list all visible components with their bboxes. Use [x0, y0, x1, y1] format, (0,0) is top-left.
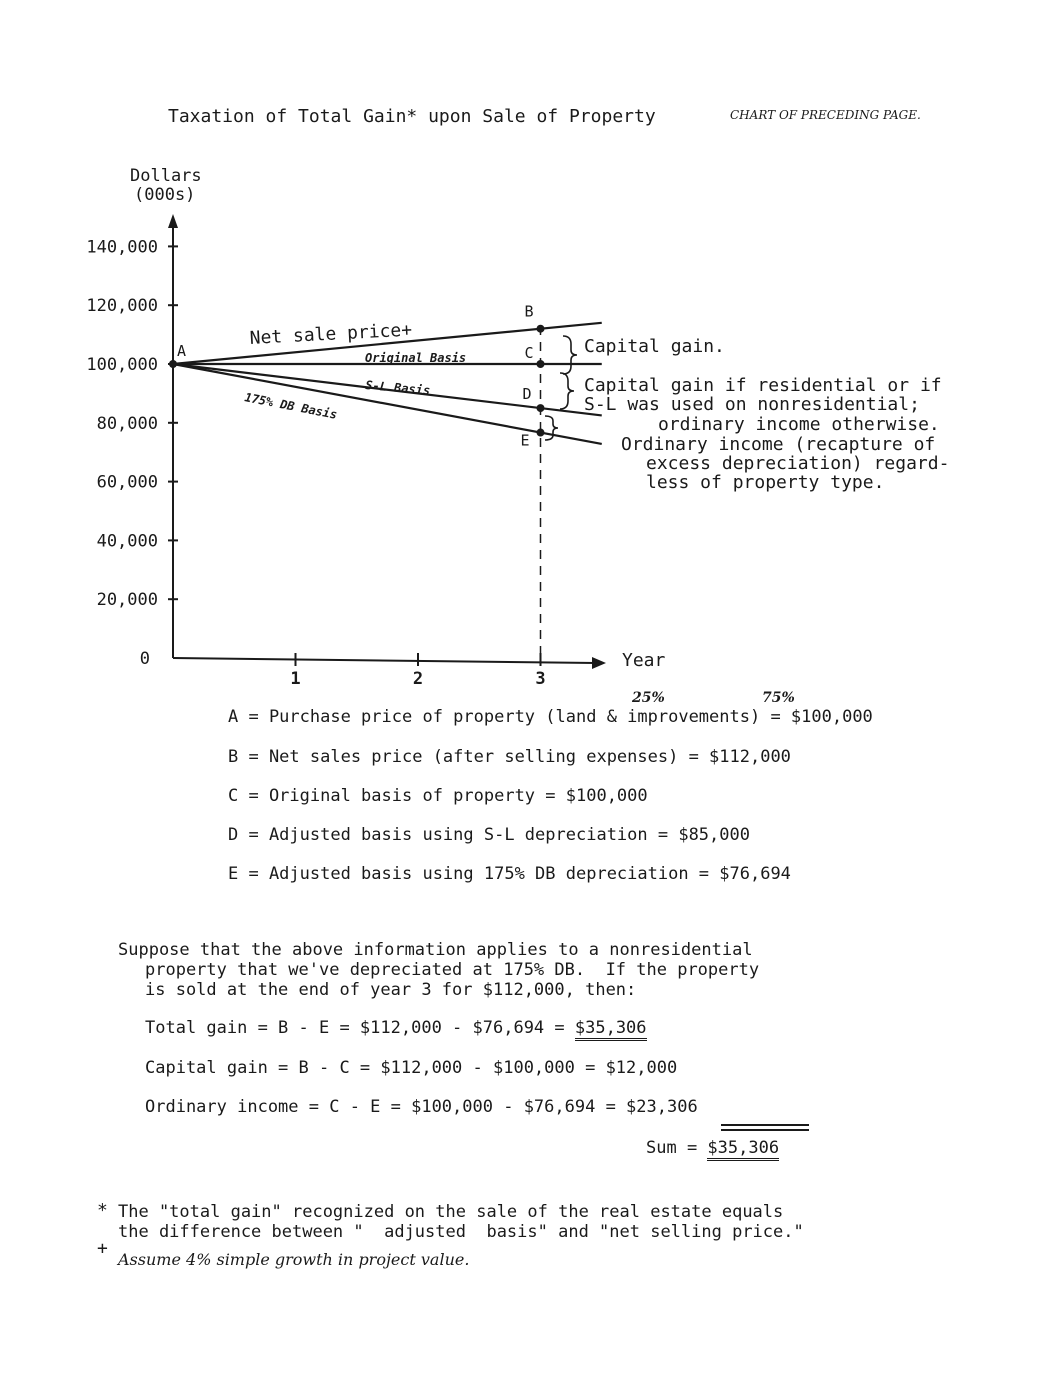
x-axis-arrow	[592, 657, 606, 669]
annotation-cd-line2: S-L was used on nonresidential;	[584, 394, 920, 415]
bracket-capital-gain	[563, 336, 577, 374]
page-title: Taxation of Total Gain* upon Sale of Property	[168, 106, 656, 127]
definition-b: B = Net sales price (after selling expenses) = $112,000	[228, 747, 791, 767]
capital-gain-row: Capital gain = B - C = $112,000 - $100,000 = $12,000	[145, 1058, 678, 1078]
example-intro-line3: is sold at the end of year 3 for $112,000, then:	[145, 980, 637, 1000]
y-tick-label: 140,000	[86, 237, 158, 258]
point-marker	[537, 404, 545, 412]
sum-rule-2	[721, 1129, 809, 1131]
total-gain-expression: Total gain = B - E = $112,000 - $76,694 =	[145, 1018, 575, 1038]
ordinary-income-result: $23,306	[626, 1097, 698, 1117]
annotation-de-line2: excess depreciation) regard-	[646, 453, 950, 474]
ordinary-income-row	[145, 1097, 698, 1117]
series-label: Original Basis	[365, 351, 467, 365]
sum-label: Sum =	[646, 1138, 708, 1158]
annotation-de-line3: less of property type.	[646, 472, 885, 493]
annotation-cd-line3: ordinary income otherwise.	[658, 414, 940, 435]
point-label: C	[524, 344, 534, 362]
example-intro-line1: Suppose that the above information applies to a nonresidential	[118, 940, 753, 960]
y-axis-arrow	[168, 214, 178, 228]
definition-a: A = Purchase price of property (land & improvements) = $100,000	[228, 707, 873, 727]
footnote-star-line2: the difference between " adjusted basis" and "net selling price."	[118, 1222, 804, 1242]
handwritten-note: CHART OF PRECEDING PAGE.	[730, 108, 921, 122]
example-intro-line2: property that we've depreciated at 175% DB. If the property	[145, 960, 760, 980]
point-marker	[169, 360, 177, 368]
series-label: 175% DB Basis	[243, 390, 339, 422]
point-label: E	[520, 431, 530, 450]
y-axis-sublabel: (000s)	[134, 185, 196, 205]
series-label: Net sale price+	[249, 319, 413, 349]
y-tick-label: 100,000	[86, 355, 158, 375]
footnote-star-line1: The "total gain" recognized on the sale of the real estate equals	[118, 1202, 784, 1222]
ordinary-income-expression: Ordinary income = C - E = $100,000 - $76,694 =	[145, 1097, 627, 1117]
sum-row	[646, 1138, 779, 1158]
annotation-capital-gain: Capital gain.	[584, 336, 725, 357]
sum-rule-1	[721, 1124, 809, 1126]
footnote-star-mark: *	[97, 1200, 108, 1221]
sum-result: $35,306	[707, 1138, 779, 1161]
x-axis-label: Year	[622, 650, 666, 671]
x-tick-label: 2	[412, 669, 424, 689]
point-label: B	[524, 302, 534, 321]
definition-c: C = Original basis of property = $100,000	[228, 786, 648, 806]
pct-land-label: 25%	[632, 690, 665, 706]
x-tick-label: 1	[290, 669, 301, 689]
total-gain-row	[145, 1018, 647, 1038]
point-marker	[537, 325, 545, 333]
y-axis-label: Dollars	[130, 166, 202, 186]
bracket-residential	[560, 373, 574, 409]
footnote-plus-mark: +	[97, 1238, 108, 1259]
x-tick-label: 3	[535, 669, 546, 689]
point-marker	[537, 429, 545, 437]
definition-d: D = Adjusted basis using S-L depreciation = $85,000	[228, 825, 750, 845]
footnote-plus-text: Assume 4% simple growth in project value.	[118, 1250, 470, 1269]
definition-e: E = Adjusted basis using 175% DB depreciation = $76,694	[228, 864, 791, 884]
x-axis	[173, 658, 596, 663]
y-tick-label: 20,000	[96, 590, 158, 611]
y-tick-label: 0	[139, 649, 150, 669]
point-label: A	[177, 342, 187, 360]
point-marker	[537, 360, 545, 368]
total-gain-result: $35,306	[575, 1018, 647, 1041]
y-tick-label: 40,000	[96, 531, 158, 552]
y-tick-label: 120,000	[86, 296, 158, 317]
point-label: D	[522, 385, 532, 404]
y-tick-label: 60,000	[96, 472, 158, 493]
pct-improvements-label: 75%	[762, 690, 795, 706]
annotation-cd-line1: Capital gain if residential or if	[584, 375, 942, 396]
y-tick-label: 80,000	[96, 413, 158, 434]
annotation-de-line1: Ordinary income (recapture of	[621, 434, 936, 455]
series-label: S-L Basis	[364, 378, 431, 398]
